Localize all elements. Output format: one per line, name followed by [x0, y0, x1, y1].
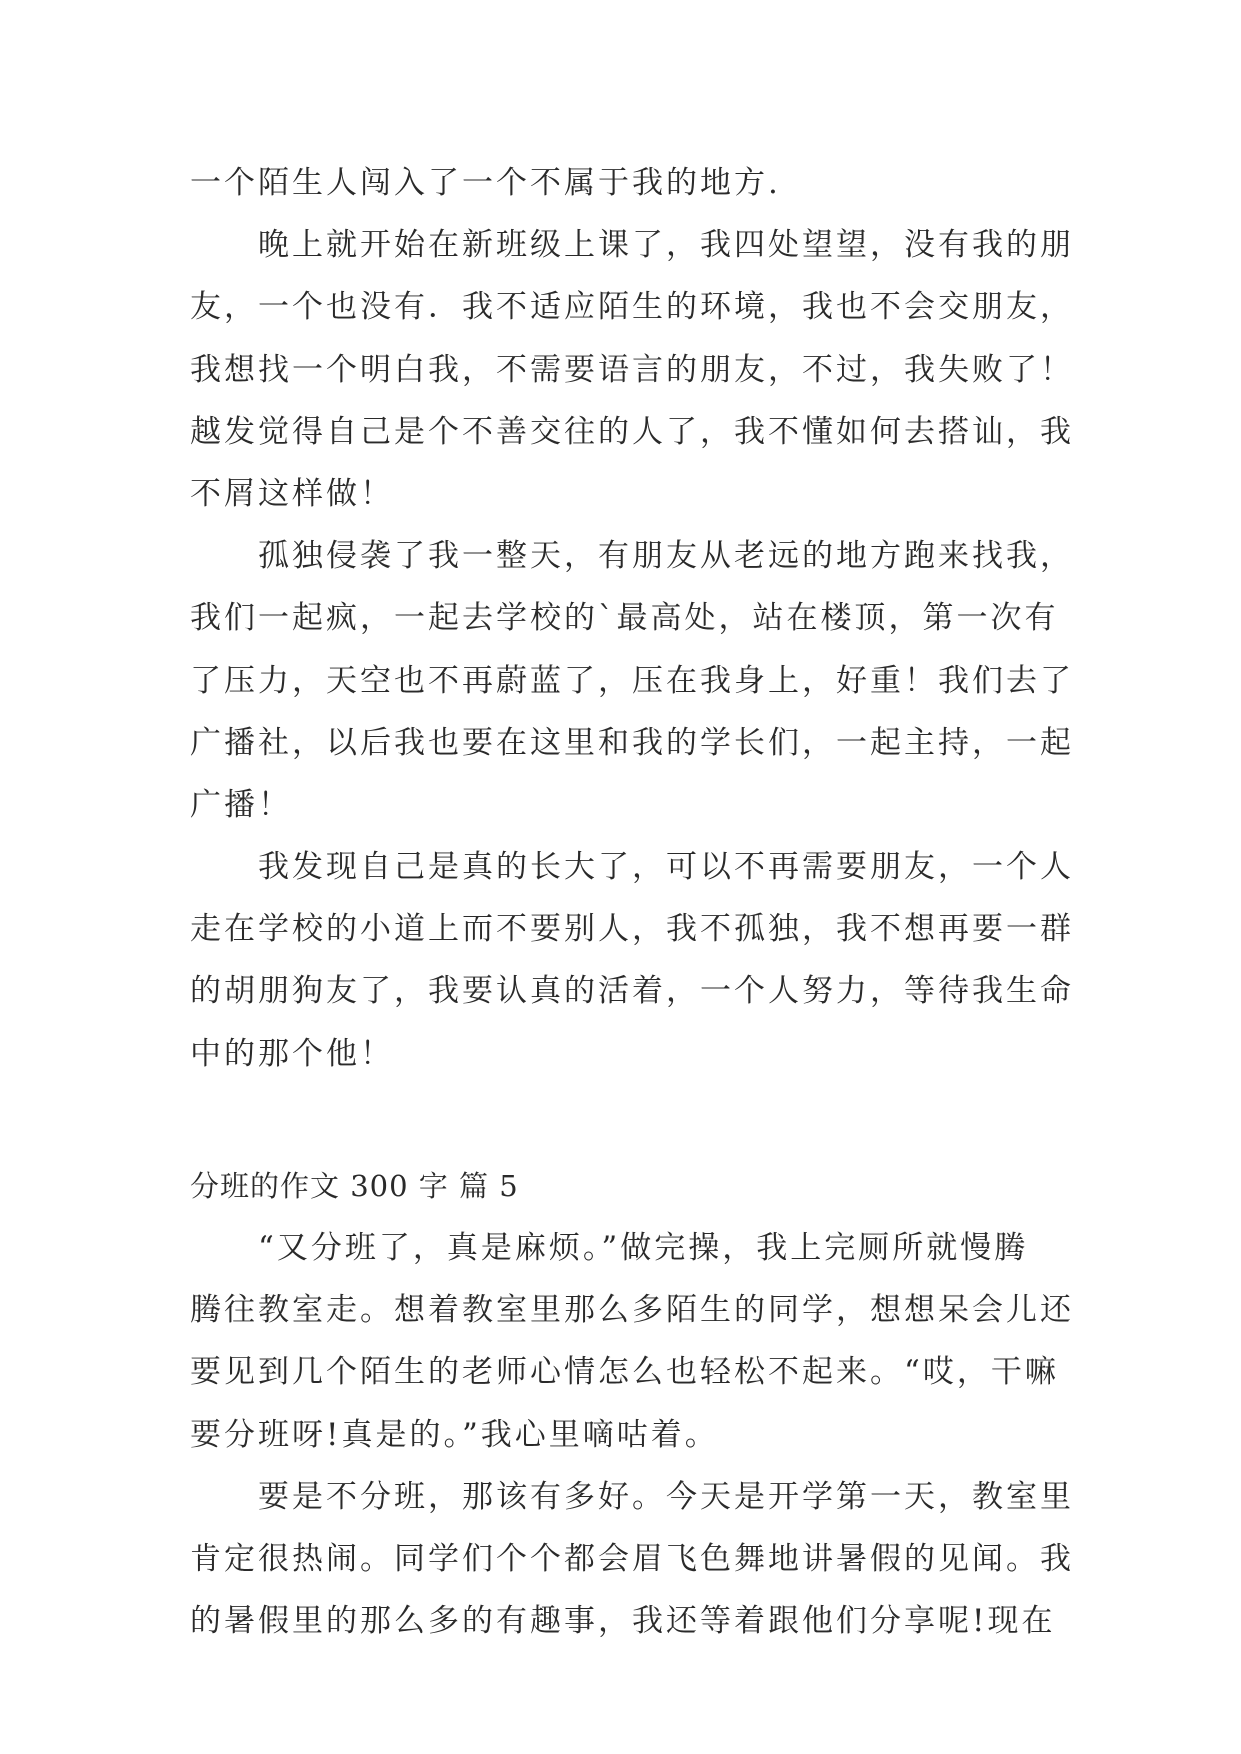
text-line: 广播社，以后我也要在这里和我的学长们，一起主持，一起 — [190, 724, 1074, 761]
text-line: 腾往教室走。想着教室里那么多陌生的同学，想想呆会儿还 — [190, 1292, 1074, 1329]
text-line: 我们一起疯，一起去学校的`最高处，站在楼顶，第一次有 — [190, 600, 1059, 637]
text-line: 一个陌生人闯入了一个不属于我的地方. — [190, 165, 781, 201]
text-line: 的暑假里的那么多的有趣事，我还等着跟他们分享呢!现在 — [190, 1603, 1056, 1640]
section-spacer — [190, 1085, 1050, 1155]
text-line: 中的那个他！ — [190, 1035, 394, 1072]
text-line: “又分班了，真是麻烦。”做完操，我上完厕所就慢腾 — [190, 1230, 1029, 1266]
text-line: 要分班呀!真是的。”我心里嘀咕着。 — [190, 1416, 719, 1453]
text-line: 走在学校的小道上而不要别人，我不孤独，我不想再要一群 — [190, 911, 1074, 948]
text-line: 要见到几个陌生的老师心情怎么也轻松不起来。“哎，干嘛 — [190, 1354, 1059, 1391]
document-body — [190, 152, 1074, 1652]
text-line: 要是不分班，那该有多好。今天是开学第一天，教室里 — [190, 1478, 1074, 1515]
text-line: 我想找一个明白我，不需要语言的朋友，不过，我失败了！ — [190, 351, 1074, 388]
text-line: 的胡朋狗友了，我要认真的活着，一个人努力，等待我生命 — [190, 973, 1074, 1010]
text-line: 了压力，天空也不再蔚蓝了，压在我身上，好重！我们去了 — [190, 662, 1074, 699]
text-line: 友，一个也没有．我不适应陌生的环境，我也不会交朋友， — [190, 289, 1074, 326]
text-line: 不屑这样做！ — [190, 475, 394, 512]
section-heading: 分班的作文 300 字 篇 5 — [190, 1168, 519, 1203]
text-line: 越发觉得自己是个不善交往的人了，我不懂如何去搭讪，我 — [190, 413, 1074, 450]
text-line: 肯定很热闹。同学们个个都会眉飞色舞地讲暑假的见闻。我 — [190, 1540, 1074, 1577]
text-line: 晚上就开始在新班级上课了，我四处望望，没有我的朋 — [190, 227, 1074, 264]
text-line: 孤独侵袭了我一整天，有朋友从老远的地方跑来找我， — [190, 538, 1074, 575]
text-line: 我发现自己是真的长大了，可以不再需要朋友，一个人 — [190, 849, 1074, 886]
text-line: 广播！ — [190, 786, 292, 823]
